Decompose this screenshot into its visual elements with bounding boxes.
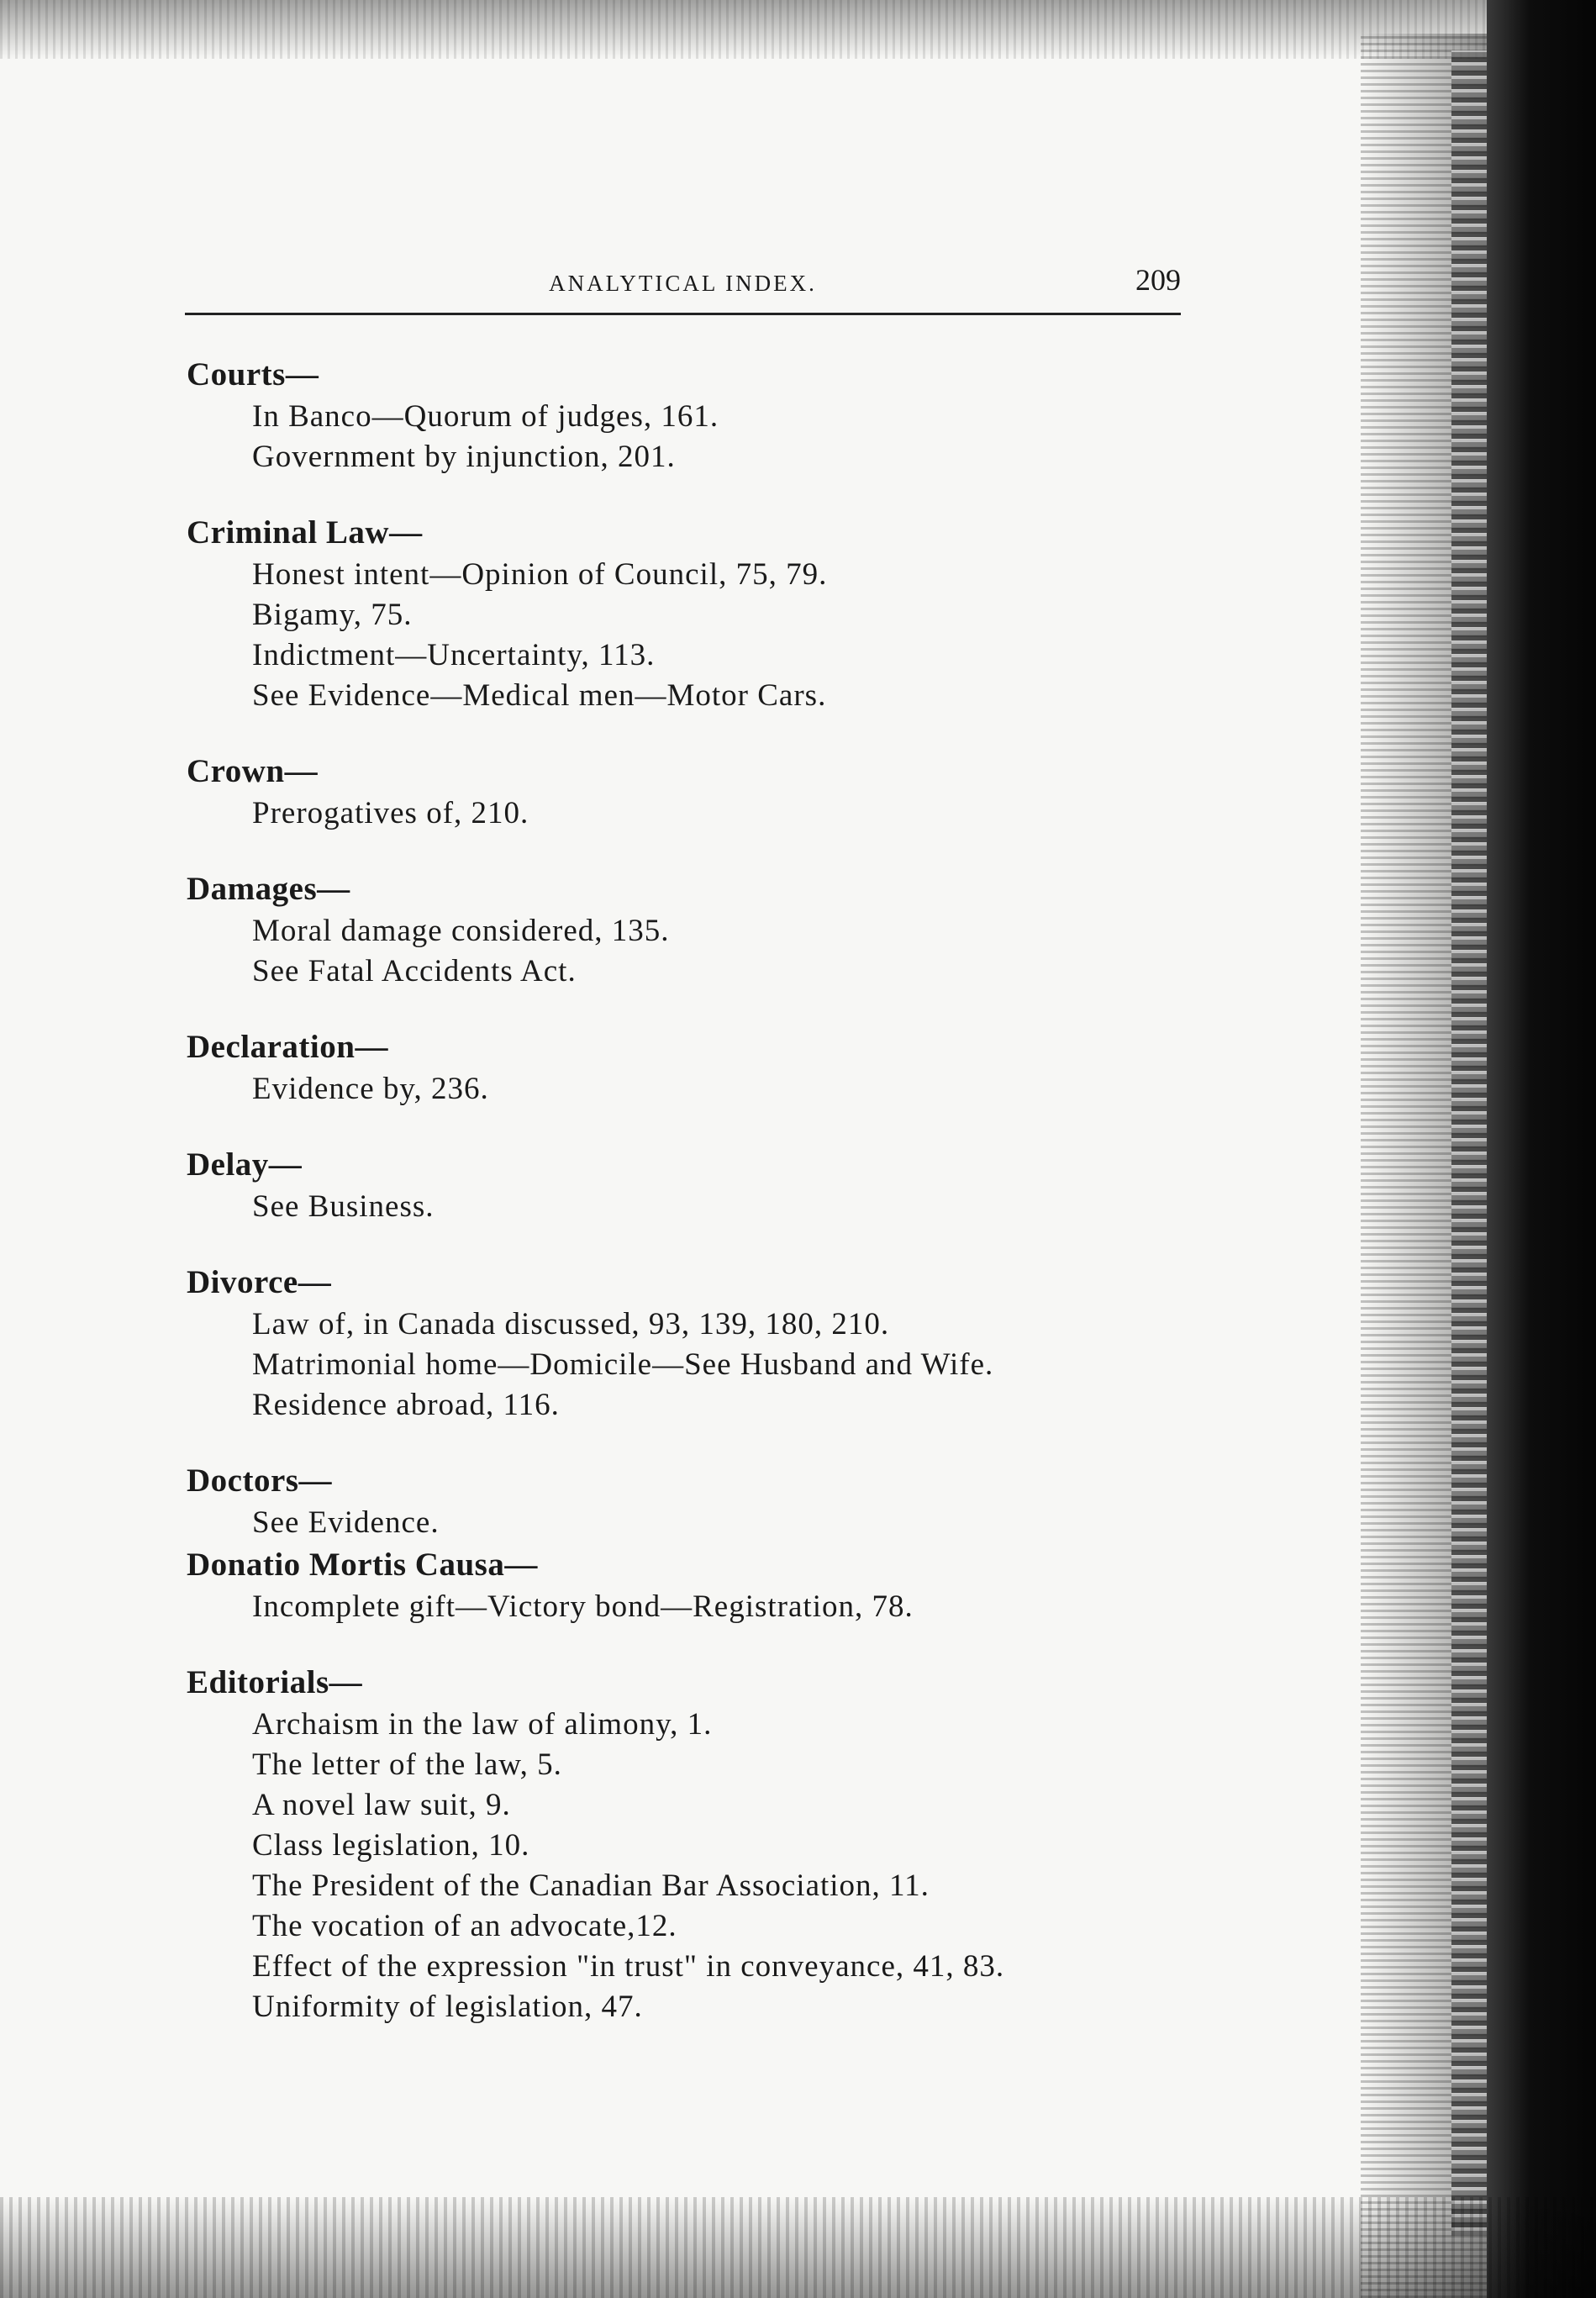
index-entry bbox=[187, 750, 1195, 834]
index-entry bbox=[187, 1143, 1195, 1227]
entry-heading: Criminal Law— bbox=[187, 514, 423, 551]
index-body bbox=[187, 353, 1195, 2027]
index-entry bbox=[187, 1459, 1195, 1543]
index-entry bbox=[187, 511, 1195, 716]
index-entry bbox=[187, 1025, 1195, 1109]
entry-heading: Delay— bbox=[187, 1146, 303, 1183]
index-entry bbox=[187, 1661, 1195, 2027]
entry-item: See Evidence. bbox=[252, 1505, 440, 1540]
entry-item: A novel law suit, 9. bbox=[252, 1788, 511, 1822]
index-entry bbox=[187, 1261, 1195, 1426]
entry-item: Indictment—Uncertainty, 113. bbox=[252, 638, 656, 672]
entry-heading: Doctors— bbox=[187, 1463, 332, 1499]
header-rule bbox=[185, 313, 1181, 315]
entry-item: Evidence by, 236. bbox=[252, 1072, 489, 1106]
entry-item: Government by injunction, 201. bbox=[252, 440, 676, 474]
entry-item: The letter of the law, 5. bbox=[252, 1747, 562, 1782]
entry-item: Law of, in Canada discussed, 93, 139, 180, 210. bbox=[252, 1307, 890, 1341]
entry-item: See Evidence—Medical men—Motor Cars. bbox=[252, 678, 827, 713]
running-head bbox=[185, 262, 1181, 313]
entry-item: Bigamy, 75. bbox=[252, 598, 413, 632]
entry-heading: Courts— bbox=[187, 356, 319, 393]
entry-heading: Crown— bbox=[187, 753, 319, 789]
entry-heading: Donatio Mortis Causa— bbox=[187, 1547, 538, 1583]
index-entry bbox=[187, 353, 1195, 477]
entry-item: Residence abroad, 116. bbox=[252, 1388, 560, 1422]
entry-item: Effect of the expression "in trust" in conveyance, 41, 83. bbox=[252, 1949, 1005, 1984]
entry-item: Honest intent—Opinion of Council, 75, 79. bbox=[252, 557, 828, 592]
entry-item: See Business. bbox=[252, 1189, 435, 1224]
scan-top-edge bbox=[0, 0, 1596, 59]
entry-item: The President of the Canadian Bar Association, 11. bbox=[252, 1868, 930, 1903]
entry-heading: Divorce— bbox=[187, 1264, 332, 1300]
page-number: 209 bbox=[1135, 263, 1181, 297]
entry-item: Class legislation, 10. bbox=[252, 1828, 530, 1863]
entry-heading: Editorials— bbox=[187, 1664, 363, 1700]
index-entry bbox=[187, 1543, 1195, 1627]
entry-item: Incomplete gift—Victory bond—Registration, 78. bbox=[252, 1589, 914, 1624]
entry-heading: Damages— bbox=[187, 871, 350, 907]
entry-item: Uniformity of legislation, 47. bbox=[252, 1990, 643, 2024]
book-binding-edge bbox=[1487, 0, 1596, 2298]
running-title: ANALYTICAL INDEX. bbox=[549, 271, 817, 296]
entry-item: Moral damage considered, 135. bbox=[252, 914, 670, 948]
entry-item: Archaism in the law of alimony, 1. bbox=[252, 1707, 713, 1742]
entry-item: The vocation of an advocate,12. bbox=[252, 1909, 677, 1943]
entry-item: See Fatal Accidents Act. bbox=[252, 954, 577, 988]
index-entry bbox=[187, 867, 1195, 992]
entry-item: Prerogatives of, 210. bbox=[252, 796, 529, 830]
scan-bottom-edge bbox=[0, 2197, 1596, 2298]
entry-item: Matrimonial home—Domicile—See Husband and Wife. bbox=[252, 1347, 994, 1382]
entry-item: In Banco—Quorum of judges, 161. bbox=[252, 399, 719, 434]
entry-heading: Declaration— bbox=[187, 1029, 388, 1065]
